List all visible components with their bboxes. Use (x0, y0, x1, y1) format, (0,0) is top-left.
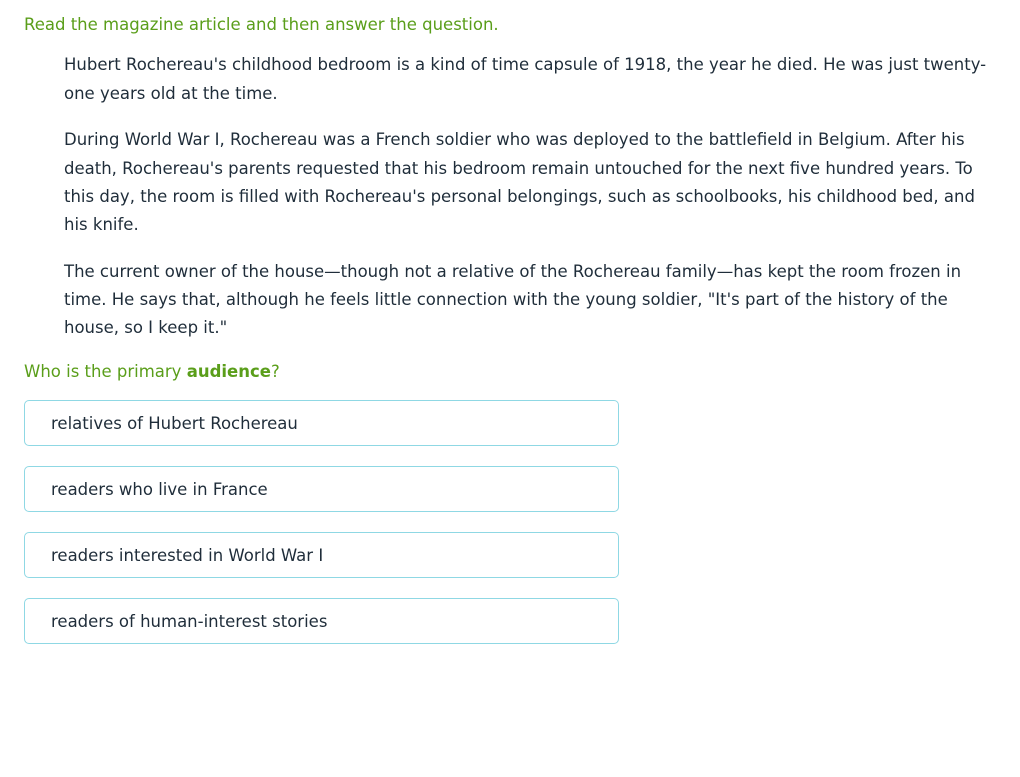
passage-body (64, 51, 1000, 342)
instruction-text: Read the magazine article and then answer the question. (24, 15, 499, 34)
answer-choice-label: readers of human-interest stories (51, 611, 328, 631)
question-emphasis: audience (186, 361, 271, 381)
answer-choice-label: relatives of Hubert Rochereau (51, 413, 298, 433)
answer-choice-label: readers interested in World War I (51, 545, 324, 565)
answer-choice-option[interactable] (24, 466, 619, 512)
passage-paragraph: During World War I, Rochereau was a French soldier who was deployed to the battlefield in Belgium. After his death, Rochereau's parents requested that his bedroom remain untouched for the next five hundred years. To this day, the room is filled with Rochereau's personal belongings, such as schoolbooks, his childhood bed, and his knife. (64, 130, 975, 235)
answer-choice-option[interactable] (24, 598, 619, 644)
question-text (24, 361, 1000, 382)
passage-paragraph: The current owner of the house—though not a relative of the Rochereau family—has kept the room frozen in time. He says that, although he feels little connection with the young soldier, "It's part of the history of the house, so I keep it." (64, 261, 962, 338)
question-suffix: ? (270, 361, 280, 381)
passage-paragraph: Hubert Rochereau's childhood bedroom is a kind of time capsule of 1918, the year he died. He was just twenty-one years old at the time. (64, 55, 987, 103)
answer-choice-label: readers who live in France (51, 479, 268, 499)
question-prefix: Who is the primary (24, 361, 187, 381)
answer-choice-list (24, 400, 1000, 644)
answer-choice-option[interactable] (24, 532, 619, 578)
answer-choice-option[interactable] (24, 400, 619, 446)
